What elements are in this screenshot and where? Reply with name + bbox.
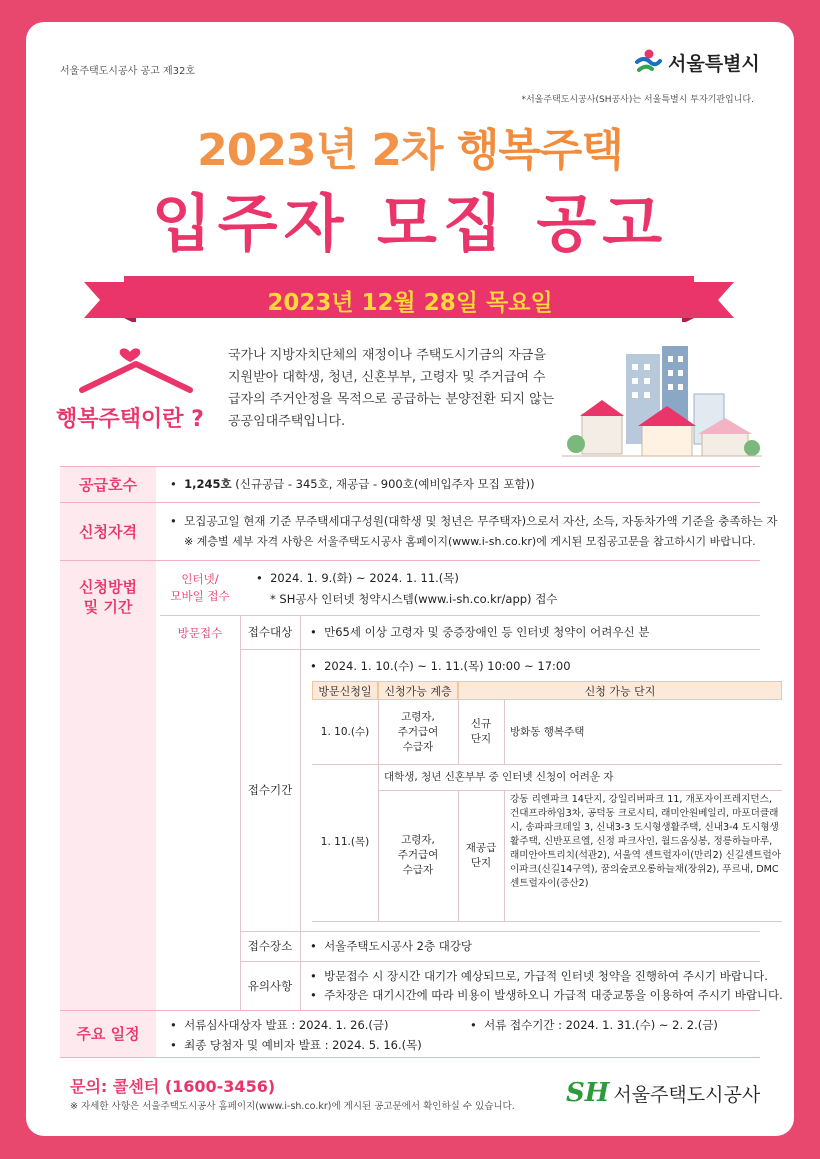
- house-heart-icon: [76, 342, 196, 402]
- schedule-item-3: • 최종 당첨자 및 예비자 발표 : 2024. 5. 16.(목): [170, 1038, 422, 1052]
- sh-logo-text: 서울주택도시공사: [613, 1083, 761, 1106]
- col-class-header: 신청가능 계층: [378, 681, 458, 700]
- seoul-logo: [634, 48, 760, 76]
- caution-2: • 주차장은 대기시간에 따라 비용이 발생하오니 가급적 대중교통을 이용하여 주시기 바랍니다.: [310, 988, 783, 1002]
- internet-period: • 2024. 1. 9.(화) ~ 2024. 1. 11.(목): [256, 571, 459, 585]
- schedule-item-2-text: 서류 접수기간 : 2024. 1. 31.(수) ~ 2. 2.(금): [484, 1018, 718, 1032]
- internet-label-l2: 모바일 접수: [170, 589, 230, 603]
- place-text-value: 서울주택도시공사 2층 대강당: [324, 939, 473, 953]
- sh-logo: [566, 1078, 760, 1108]
- internet-label-l1: 인터넷/: [181, 572, 219, 586]
- title-line1: [26, 114, 794, 178]
- target-text: • 만65세 이상 고령자 및 중증장애인 등 인터넷 청약이 어려우신 분: [310, 625, 650, 639]
- internet-note: * SH공사 인터넷 청약시스템(www.i-sh.co.kr/app) 접수: [270, 592, 558, 606]
- title-line2: 입주자 모집 공고: [151, 187, 669, 260]
- contact-note: ※ 자세한 사항은 서울주택도시공사 홈페이지(www.i-sh.co.kr)에 게시된 공고문에서 확인하실 수 있습니다.: [70, 1101, 515, 1112]
- row1-type: 신규 단지: [470, 718, 492, 745]
- schedule-section: [60, 1010, 760, 1058]
- supply-label: 공급호수: [60, 467, 156, 502]
- title-happy-house: 행복주택: [456, 125, 623, 176]
- method-section: [60, 560, 783, 1010]
- qualification-line2: ※ 계층별 세부 자격 사항은 서울주택도시공사 홈페이지(www.i-sh.co.kr)에 게시된 모집공고문을 참고하시기 바랍니다.: [184, 535, 756, 548]
- col-date-header: 방문신청일: [312, 681, 378, 700]
- schedule-item-3-text: 최종 당첨자 및 예비자 발표 : 2024. 5. 16.(목): [184, 1038, 422, 1052]
- notice-card: [26, 22, 794, 1136]
- sh-logo-mark: SH: [566, 1078, 610, 1108]
- visit-label: 방문접수: [177, 626, 223, 640]
- row2-type: 재공급 단지: [465, 841, 497, 869]
- period-label: 접수기간: [247, 783, 293, 797]
- qualification-line1: • 모집공고일 현재 기준 무주택세대구성원(대학생 및 청년은 무주택자)으로서 자산, 소득, 자동차가액 기준을 충족하는 자: [170, 514, 778, 528]
- target-label: 접수대상: [247, 625, 293, 639]
- investor-note: *서울주택도시공사(SH공사)는 서울특별시 투자기관입니다.: [521, 95, 754, 105]
- city-illustration: [562, 344, 762, 464]
- supply-detail: (신규공급 - 345호, 재공급 - 900호(예비입주자 모집 포함)): [231, 477, 535, 491]
- contact-callcenter: 문의: 콜센터 (1600-3456): [70, 1077, 276, 1096]
- supply-section: [60, 466, 760, 502]
- supply-text: • 1,245호 (신규공급 - 345호, 재공급 - 900호(예비입주자 모집 포함)): [170, 477, 535, 491]
- row2-header: 대학생, 청년 신혼부부 중 인터넷 신청이 어려운 자: [384, 770, 614, 783]
- caution-1-text: 방문접수 시 장시간 대기가 예상되므로, 가급적 인터넷 청약을 진행하여 주시기 바랍니다.: [324, 969, 768, 983]
- notice-number: 서울주택도시공사 공고 제32호: [60, 66, 196, 77]
- visit-period-text: 2024. 1. 10.(수) ~ 1. 11.(목) 10:00 ~ 17:00: [324, 659, 571, 673]
- method-label-l1: 신청방법: [79, 578, 137, 596]
- supply-count: 1,245호: [184, 477, 232, 491]
- seoul-logo-text: 서울특별시: [668, 52, 760, 75]
- qualification-label: 신청자격: [60, 503, 156, 560]
- schedule-item-2: • 서류 접수기간 : 2024. 1. 31.(수) ~ 2. 2.(금): [470, 1018, 718, 1032]
- col-complex-header: 신청 가능 단지: [458, 681, 782, 700]
- caution-2-text: 주차장은 대기시간에 따라 비용이 발생하오니 가급적 대중교통을 이용하여 주시기 바랍니다.: [324, 988, 783, 1002]
- caution-1: • 방문접수 시 장시간 대기가 예상되므로, 가급적 인터넷 청약을 진행하여 주시기 바랍니다.: [310, 969, 768, 983]
- row1-date: 1. 10.(수): [320, 725, 370, 738]
- method-label-l2: 및 기간: [83, 598, 133, 616]
- intro-text: 국가나 지방자치단체의 재정이나 주택도시기금의 자금을 지원받아 대학생, 청년, 신혼부부, 고령자 및 주거급여 수급자의 주거안정을 목적으로 공급하는 분양전환 되지 않는 공공임대주택입니다.: [228, 348, 555, 429]
- method-label: [60, 561, 156, 1010]
- schedule-item-1: • 서류심사대상자 발표 : 2024. 1. 26.(금): [170, 1018, 389, 1032]
- row2-class: 고령자, 주거급여 수급자: [397, 834, 439, 876]
- caution-label: 유의사항: [247, 979, 293, 993]
- announcement-date: 2023년 12월 28일 목요일: [267, 290, 553, 316]
- schedule-label: 주요 일정: [60, 1011, 156, 1057]
- qualification-line1-text: 모집공고일 현재 기준 무주택세대구성원(대학생 및 청년은 무주택자)으로서 자산, 소득, 자동차가액 기준을 충족하는 자: [184, 514, 778, 528]
- internet-period-text: 2024. 1. 9.(화) ~ 2024. 1. 11.(목): [270, 571, 459, 585]
- place-text: • 서울주택도시공사 2층 대강당: [310, 939, 473, 953]
- schedule-item-1-text: 서류심사대상자 발표 : 2024. 1. 26.(금): [184, 1018, 389, 1032]
- row2-date: 1. 11.(목): [320, 836, 370, 848]
- visit-period: • 2024. 1. 10.(수) ~ 1. 11.(목) 10:00 ~ 17:00: [310, 659, 571, 673]
- row1-complex: 방화동 행복주택: [510, 725, 585, 738]
- what-is-title: 행복주택이란 ?: [56, 407, 204, 432]
- title-year: 2023년 2차: [197, 125, 457, 176]
- row2-complex: 강동 리엔파크 14단지, 강일리버파크 11, 개포자이프레지던스, 건대프라하임3차, 공덕동 크로시티, 래미안원베일리, 마포더클래시, 송파파크데일 3, 신내3-3 도시형생활주택, 신내3-4 도시형생활주택, 신반포르엘, 신정 파크사인, 월드옴싱봉, 정릉하늘마루, 래미안아트리치(석관2), 서울역 센트럴자이(만리2) 신길센트럴아이파크(신길14구역), 꿈의숲코오롱하늘채(장위2), 푸르내, DMC센트럴자이(증산2): [510, 794, 782, 889]
- place-label: 접수장소: [247, 939, 293, 953]
- internet-label: [160, 571, 240, 605]
- target-text-value: 만65세 이상 고령자 및 중증장애인 등 인터넷 청약이 어려우신 분: [324, 625, 650, 639]
- seoul-logo-icon: [634, 48, 662, 76]
- row1-class: 고령자, 주거급여 수급자: [397, 710, 439, 753]
- qualification-section: [60, 502, 778, 560]
